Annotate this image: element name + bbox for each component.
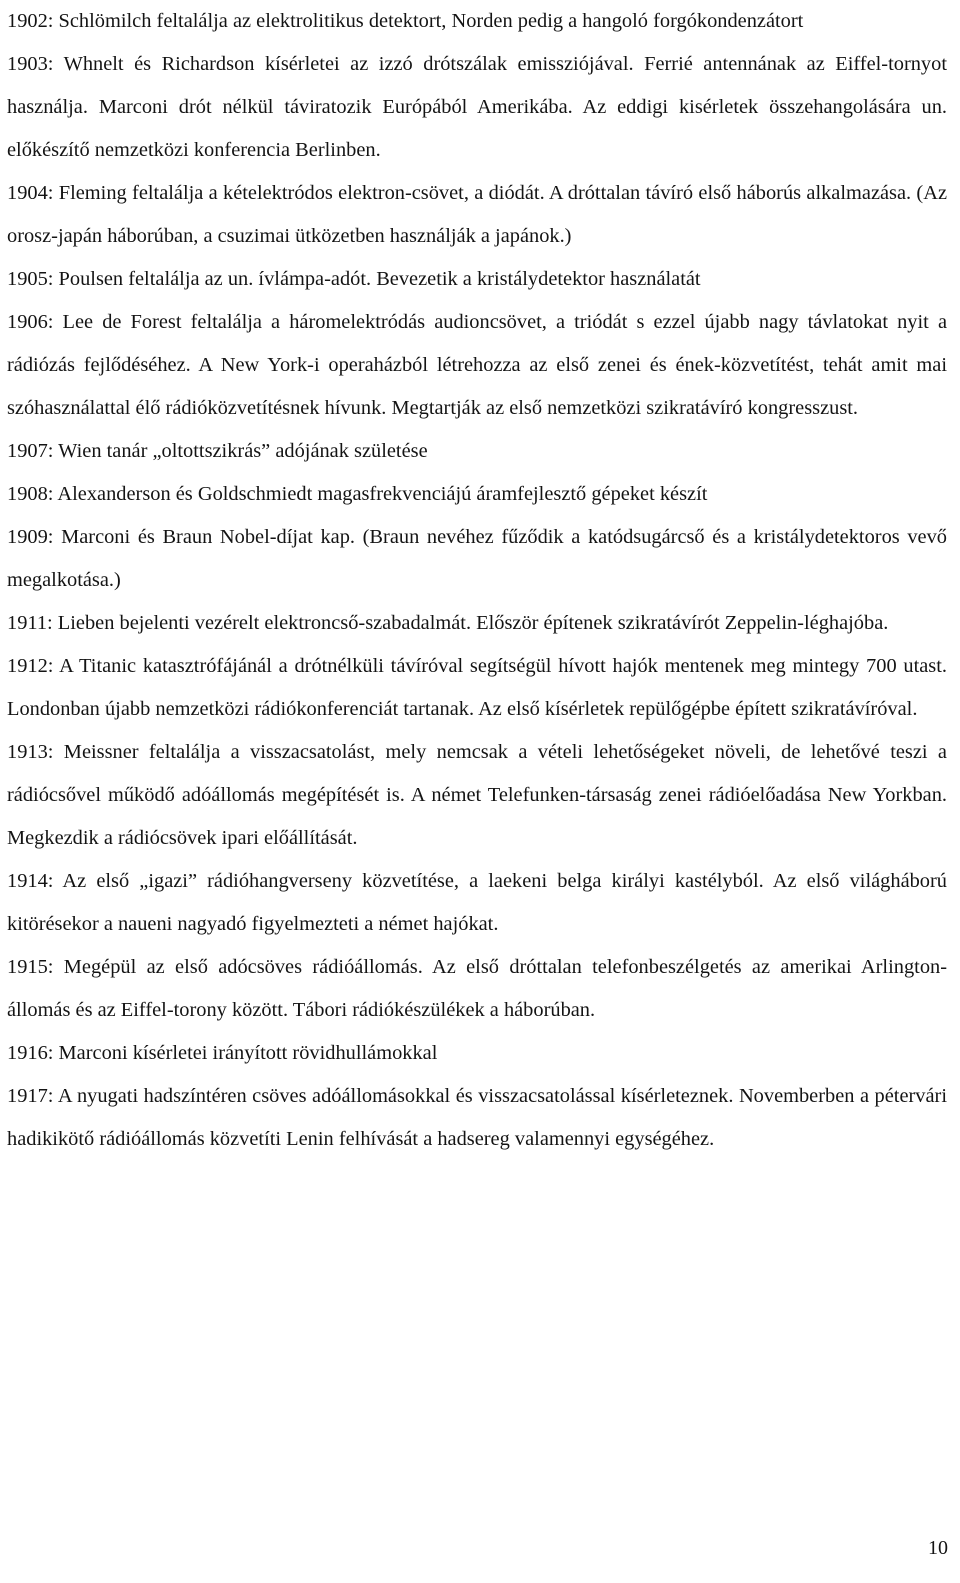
timeline-entry-1908: 1908: Alexanderson és Goldschmiedt magasfrekvenciájú áramfejlesztő gépeket készít — [7, 483, 708, 505]
timeline-entry-1911: 1911: Lieben bejelenti vezérelt elektroncső-szabadalmát. Először építenek szikratávírót Zeppelin-léghajóba. — [7, 612, 889, 634]
timeline-entry-1904: 1904: Fleming feltalálja a kételektródos elektron-csövet, a diódát. A dróttalan távíró első háborús alkalmazása. (Az orosz-japán háborúban, a csuzimai ütközetben használják a japánok.) — [7, 182, 947, 247]
timeline-entry-1905: 1905: Poulsen feltalálja az un. ívlámpa-adót. Bevezetik a kristálydetektor használatát — [7, 268, 701, 290]
timeline-entry-1917: 1917: A nyugati hadszíntéren csöves adóállomásokkal és visszacsatolással kísérleteznek. Novemberben a pétervári hadikikötő rádióállomás közvetíti Lenin felhívását a hadsereg valamennyi egységéhez. — [7, 1085, 947, 1150]
timeline-entry-1912: 1912: A Titanic katasztrófájánál a drótnélküli távíróval segítségül hívott hajók mentenek meg mintegy 700 utast. Londonban újabb nemzetközi rádiókonferenciát tartanak. Az első kísérletek repülőgépbe épített szikratávíróval. — [7, 655, 947, 720]
timeline-entry-1915: 1915: Megépül az első adócsöves rádióállomás. Az első dróttalan telefonbeszélgetés az amerikai Arlington-állomás és az Eiffel-torony között. Tábori rádiókészülékek a háborúban. — [7, 956, 947, 1021]
timeline-entry-1914: 1914: Az első „igazi” rádióhangverseny közvetítése, a laekeni belga királyi kastélyból. Az első világháború kitörésekor a naueni nagyadó figyelmezteti a német hajókat. — [7, 870, 947, 935]
page-number: 10 — [928, 1537, 948, 1559]
timeline-entry-1909: 1909: Marconi és Braun Nobel-díjat kap. (Braun nevéhez fűződik a katódsugárcső és a kristálydetektoros vevő megalkotása.) — [7, 526, 947, 591]
timeline-entry-1902: 1902: Schlömilch feltalálja az elektrolitikus detektort, Norden pedig a hangoló forgókondenzátort — [7, 10, 804, 32]
document-page — [7, 0, 947, 1161]
timeline-entry-1916: 1916: Marconi kísérletei irányított rövidhullámokkal — [7, 1042, 438, 1064]
timeline-entry-1903: 1903: Whnelt és Richardson kísérletei az izzó drótszálak emissziójával. Ferrié antennának az Eiffel-tornyot használja. Marconi drót nélkül táviratozik Európából Amerikába. Az eddigi kisérletek összehangolására un. előkészítő nemzetközi konferencia Berlinben. — [7, 53, 947, 161]
timeline-entry-1907: 1907: Wien tanár „oltottszikrás” adójának születése — [7, 440, 428, 462]
timeline-entry-1913: 1913: Meissner feltalálja a visszacsatolást, mely nemcsak a vételi lehetőségeket növeli, de lehetővé teszi a rádiócsővel működő adóállomás megépítését is. A német Telefunken-társaság zenei rádióelőadása New Yorkban. Megkezdik a rádiócsövek ipari előállítását. — [7, 741, 947, 849]
timeline-entry-1906: 1906: Lee de Forest feltalálja a háromelektródás audioncsövet, a triódát s ezzel újabb nagy távlatokat nyit a rádiózás fejlődéséhez. A New York-i operaházból létrehozza az első zenei és ének-közvetítést, tehát amit mai szóhasználattal élő rádióközvetítésnek hívunk. Megtartják az első nemzetközi szikratávíró kongresszust. — [7, 311, 947, 419]
